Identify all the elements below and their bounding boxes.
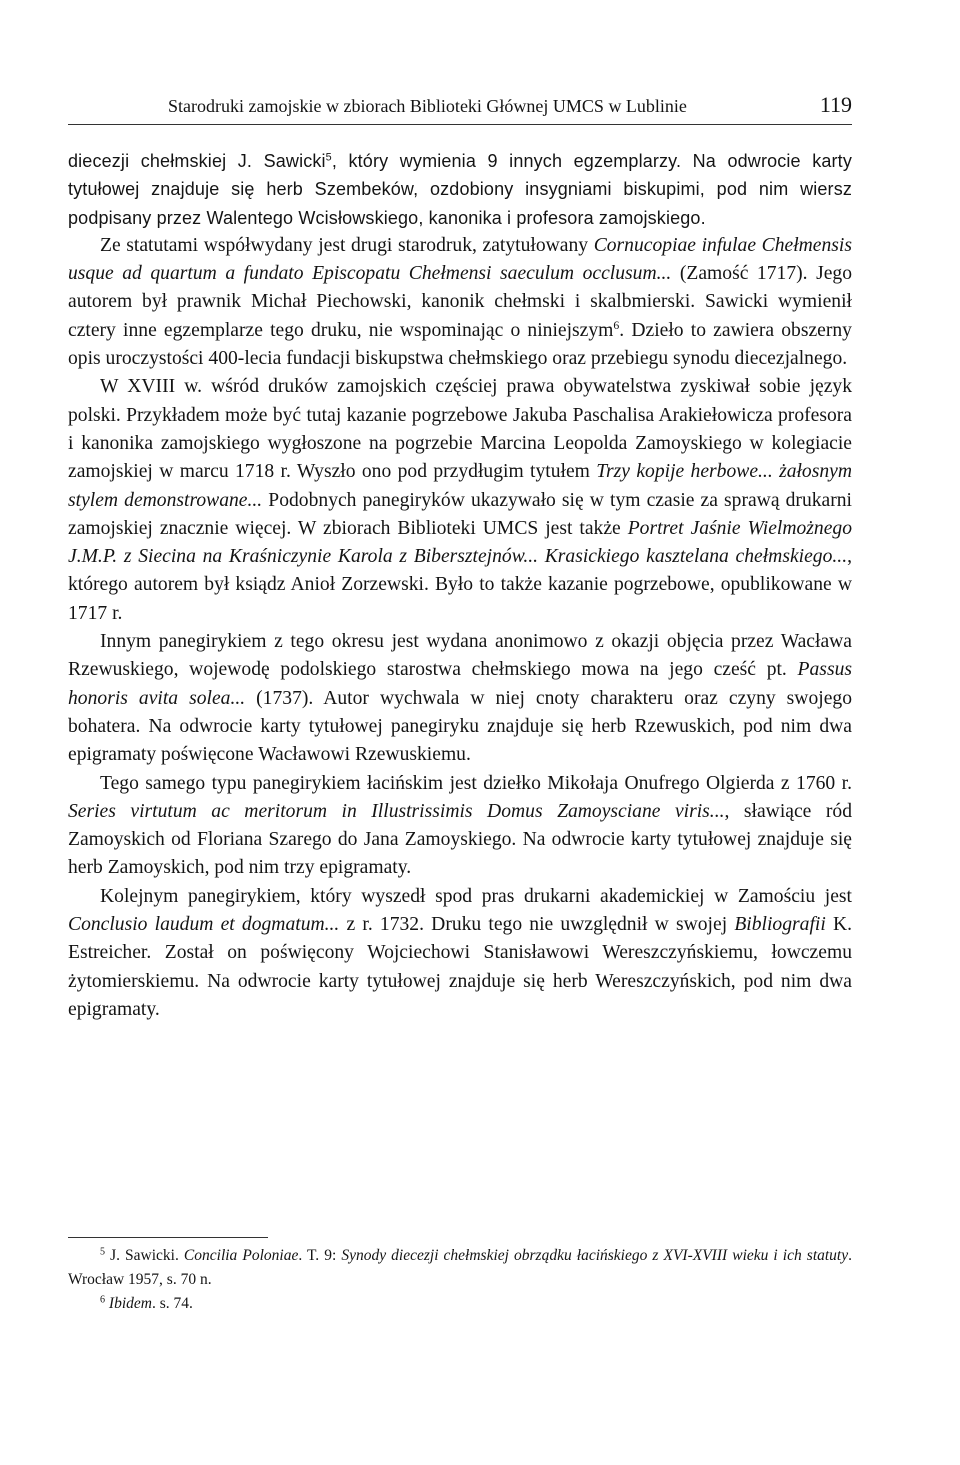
- paragraph-1: diecezji chełmskiej J. Sawicki$^5$, który wymienia 9 innych egzemplarzy. Na odwrocie karty tytułowej znajduje się herb Szembeków, ozdobiony insygniami biskupimi, pod nim wiersz podpisany przez Walentego Wcisłowskiego, kanonika i profesora zamojskiego.: [68, 151, 852, 228]
- footnote-5: $^5$ J. Sawicki. Concilia Poloniae. T. 9: Synody diecezji chełmskiej obrządku łacińskiego z XVI-XVIII wieku i ich statuty. Wrocław 1957, s. 70 n.: [68, 1246, 852, 1288]
- work-title: Conclusio laudum et dogmatum...: [68, 914, 340, 936]
- paragraph-4: Innym panegirykiem z tego okresu jest wydana anonimowo z okazji objęcia przez Wacława Rzewuskiego, wojewodę podolskiego starostwa chełmskiego mowa na jego cześć pt. Passus honoris avita solea... (1737). Autor wychwala w niej cnoty charakteru oraz czyny swojego bohatera. Na odwrocie karty tytułowej panegiryku znajduje się herb Rzewuskich, pod nim dwa epigramaty poświęcone Wacławowi Rzewuskiemu.: [68, 631, 852, 766]
- work-title: Cornucopiae infulae Chełmensis usque ad quartum a fundato Episcopatu Chełmensi saeculum occlusum...: [68, 234, 852, 285]
- running-header: [68, 92, 852, 122]
- header-rule: [68, 124, 852, 125]
- footnotes: [68, 1244, 852, 1316]
- paragraph-6: Kolejnym panegirykiem, który wyszedł spod pras drukarni akademickiej w Zamościu jest Conclusio laudum et dogmatum... z r. 1732. Druku tego nie uwzględnił w swojej Bibliografii K. Estreicher. Został on poświęcony Wojciechowi Stanisławowi Wereszczyńskiemu, łowczemu żytomierskiemu. Na odwrocie karty tytułowej znajduje się herb Wereszczyńskich, pod nim dwa epigramaty.: [68, 885, 853, 1020]
- work-title: Passus honoris avita solea...: [68, 659, 852, 709]
- work-title: Trzy kopije herbowe... żałosnym stylem demonstrowane...: [68, 461, 852, 511]
- footnote-6: $^6$ Ibidem. s. 74.: [100, 1294, 193, 1312]
- work-title: Series virtutum ac meritorum in Illustrissimis Domus Zamoysciane viris...: [68, 800, 725, 822]
- footnote-ref-6: 6: [613, 318, 620, 332]
- page-number: 119: [819, 92, 852, 117]
- paragraph-2: Ze statutami współwydany jest drugi starodruk, zatytułowany Cornucopiae infulae Chełmensis usque ad quartum a fundato Episcopatu Chełmensi saeculum occlusum... (Zamość 1717). Jego autorem był prawnik Michał Piechowski, kanonik chełmski i skalbmierski. Sawicki wymienił cztery inne egzemplarze tego druku, nie wspominając o niniejszym$^6$. Dzieło to zawiera obszerny opis uroczystości 400-lecia fundacji biskupstwa chełmskiego oraz przebiegu synodu diecezjalnego.: [68, 234, 852, 370]
- work-title: Bibliografii: [734, 914, 826, 936]
- footnote-rule: [68, 1237, 268, 1238]
- footnote-ref-5: 5: [325, 151, 332, 164]
- work-title: Portret Jaśnie Wielmożnego J.M.P. z Siecina na Kraśniczynie Karola z Bibersztejnów... Krasickiego kasztelana chełmskiego...: [68, 517, 853, 568]
- paragraph-3: W XVIII w. wśród druków zamojskich częściej prawa obywatelstwa zyskiwał sobie język polski. Przykładem może być tutaj kazanie pogrzebowe Jakuba Paschalisa Arakiełowicza profesora i kanonika zamojskiego wygłoszone na pogrzebie Marcina Leopolda Zamoyskiego w kolegiacie zamojskiej w marcu 1718 r. Wyszło ono pod przydługim tytułem Trzy kopije herbowe... żałosnym stylem demonstrowane... Podobnych panegiryków ukazywało się w tym czasie za sprawą drukarni zamojskiej znacznie więcej. W zbiorach Biblioteki UMCS jest także Portret Jaśnie Wielmożnego J.M.P. z Siecina na Kraśniczynie Karola z Bibersztejnów... Krasickiego kasztelana chełmskiego..., którego autorem był ksiądz Anioł Zorzewski. Było to także kazanie pogrzebowe, opublikowane w 1717 r.: [68, 376, 853, 624]
- running-header-title: Starodruki zamojskie w zbiorach Biblioteki Głównej UMCS w Lublinie: [168, 96, 687, 116]
- body-text: [68, 147, 852, 1024]
- paragraph-5: Tego samego typu panegirykiem łacińskim jest dziełko Mikołaja Onufrego Olgierda z 1760 r. Series virtutum ac meritorum in Illustrissimis Domus Zamoysciane viris..., sławiące ród Zamoyskich od Floriana Szarego do Jana Zamoyskiego. Na odwrocie karty tytułowej znajduje się herb Zamoyskich, pod nim trzy epigramaty.: [68, 772, 852, 879]
